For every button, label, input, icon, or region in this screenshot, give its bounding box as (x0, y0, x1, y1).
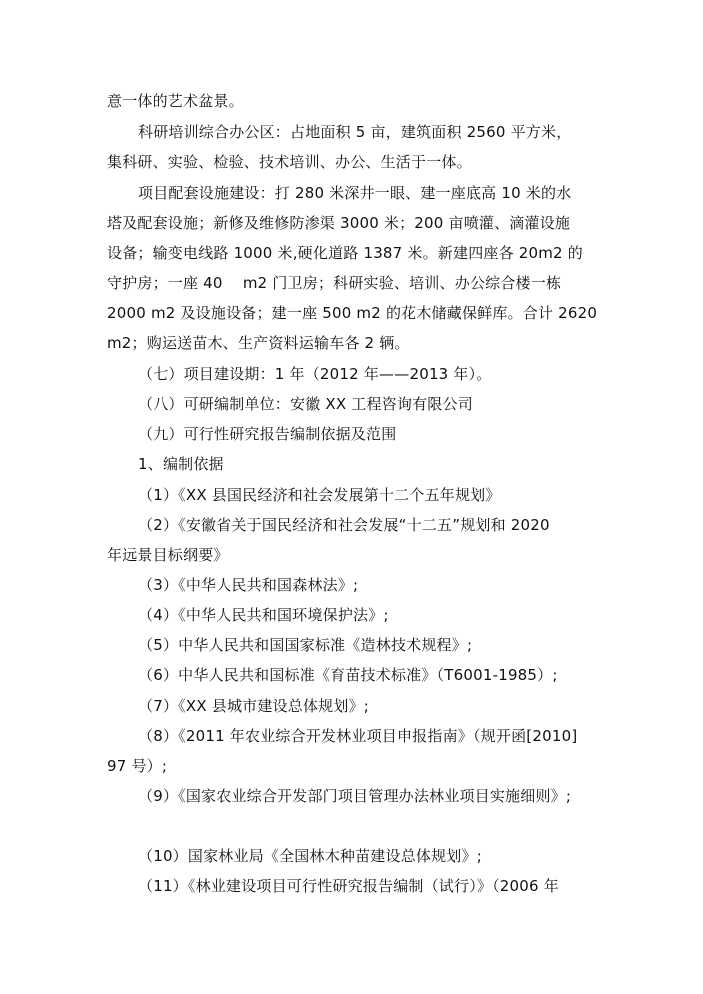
text-line: （8）《2011 年农业综合开发林业项目申报指南》（规开函[2010] (138, 727, 578, 745)
text-line: （6）中华人民共和国标准《育苗技术标准》（T6001-1985）; (138, 666, 558, 684)
text-line: （九）可行性研究报告编制依据及范围 (138, 425, 397, 443)
text-line: （5）中华人民共和国国家标准《造林技术规程》; (138, 636, 473, 654)
text-line: （9）《国家农业综合开发部门项目管理办法林业项目实施细则》; (138, 787, 572, 805)
text-line: 科研培训综合办公区：占地面积 5 亩，建筑面积 2560 平方米， (138, 123, 572, 141)
text-line: （10）国家林业局《全国林木种苗建设总体规划》; (138, 847, 482, 865)
text-line: （4）《中华人民共和国环境保护法》; (138, 606, 389, 624)
text-line: （2）《安徽省关于国民经济和社会发展“十二五”规划和 2020 (138, 516, 550, 534)
text-line: 2000 m2 及设施设备；建一座 500 m2 的花木储藏保鲜库。合计 2620 (107, 304, 598, 322)
text-line: （1）《XX 县国民经济和社会发展第十二个五年规划》 (138, 486, 501, 504)
text-line: 项目配套设施建设：打 280 米深井一眼、建一座底高 10 米的水 (138, 184, 572, 202)
text-line: m2；购运送苗木、生产资料运输车各 2 辆。 (107, 334, 410, 352)
text-line: 97 号）; (107, 757, 168, 775)
text-line: 意一体的艺术盆景。 (107, 92, 244, 110)
text-line: 集科研、实验、检验、技术培训、办公、生活于一体。 (107, 153, 472, 171)
text-line: 守护房；一座 40 m2 门卫房；科研实验、培训、办公综合楼一栋 (107, 274, 562, 292)
text-line: （七）项目建设期：1 年（2012 年——2013 年）。 (138, 365, 492, 383)
text-line: （八）可研编制单位：安徽 XX 工程咨询有限公司 (138, 395, 473, 413)
text-line: 设备；输变电线路 1000 米,硬化道路 1387 米。新建四座各 20m2 的 (107, 244, 583, 262)
text-line: 1、编制依据 (138, 455, 224, 473)
text-line: （3）《中华人民共和国森林法》; (138, 576, 359, 594)
text-line: （11）《林业建设项目可行性研究报告编制（试行）》（2006 年 (138, 877, 559, 895)
text-line: 年远景目标纲要》 (107, 546, 229, 564)
text-line: （7）《XX 县城市建设总体规划》; (138, 697, 370, 715)
text-line: 塔及配套设施；新修及维修防渗渠 3000 米；200 亩喷灌、滴灌设施 (107, 214, 571, 232)
